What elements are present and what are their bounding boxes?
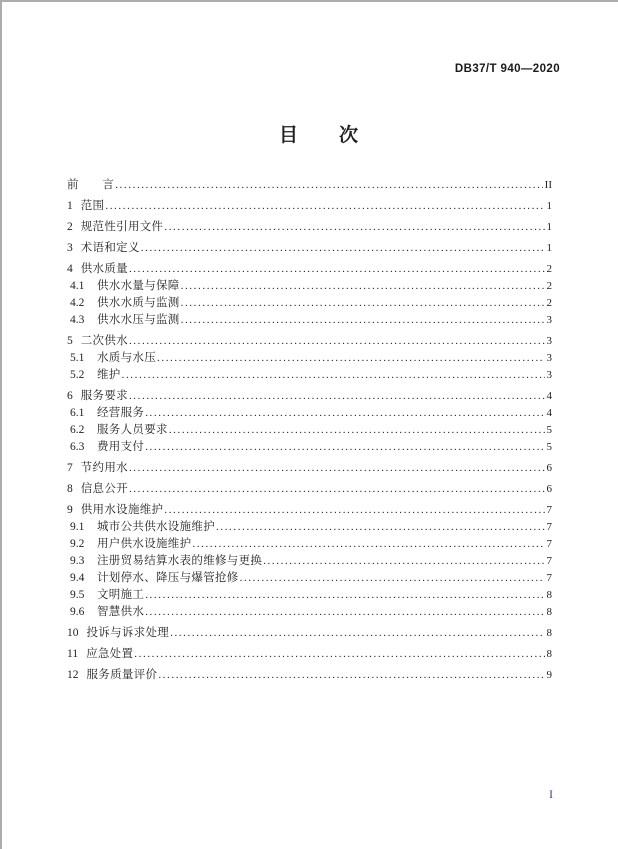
dot-leader: [129, 333, 545, 350]
toc-entry-label: 供水质量: [80, 263, 128, 275]
toc-entry-label: 智慧供水: [97, 606, 145, 618]
toc-entry-label: 二次供水: [80, 335, 128, 347]
dot-leader: [181, 312, 545, 329]
toc-entry-number: 4: [67, 263, 73, 275]
toc-entry-number: 9.4: [70, 572, 85, 584]
toc-entry-label: 范围: [80, 200, 105, 212]
toc-entry-number: 4.1: [70, 280, 85, 292]
toc-entry-page: 7: [546, 572, 552, 584]
toc-entry: [67, 439, 552, 456]
dot-leader: [122, 367, 545, 384]
toc-entry-number: 9: [67, 504, 73, 516]
toc-entry: [67, 312, 552, 329]
toc-entry-page: 3: [546, 369, 552, 381]
toc-entry-page: 1: [546, 200, 552, 212]
dot-leader: [158, 667, 544, 684]
toc-entry-page: 2: [546, 280, 552, 292]
toc-entry-page: 7: [546, 538, 552, 550]
toc-entry-number: 9.6: [70, 606, 85, 618]
toc-entry-page: II: [544, 179, 552, 191]
toc-entry-number: 9.2: [70, 538, 85, 550]
toc-entry: [67, 625, 552, 642]
toc-entry: [67, 198, 552, 215]
toc-entry-number: 6.2: [70, 424, 85, 436]
toc-entry-page: 5: [546, 441, 552, 453]
toc-entry-page: 7: [546, 504, 552, 516]
toc-entry-number: 6.3: [70, 441, 85, 453]
toc-entry-label: 节约用水: [80, 462, 128, 474]
toc-entry-page: 2: [546, 297, 552, 309]
toc-entry: [67, 350, 552, 367]
toc-title: 目 次: [278, 125, 359, 146]
toc-entry-page: 3: [546, 314, 552, 326]
toc-entry-label: 费用支付: [97, 441, 145, 453]
dot-leader: [145, 604, 544, 621]
toc-entry-label: 注册贸易结算水表的维修与更换: [97, 555, 263, 567]
toc-entry-label: 信息公开: [80, 483, 128, 495]
toc-entry-number: 6.1: [70, 407, 85, 419]
toc-entry-label: 规范性引用文件: [80, 221, 164, 233]
toc-entry-number: 6: [67, 390, 73, 402]
scan-edge-top: [0, 0, 618, 2]
toc-entry: [67, 570, 552, 587]
toc-entry-number: 3: [67, 242, 73, 254]
toc-entry-page: 3: [546, 335, 552, 347]
dot-leader: [129, 460, 545, 477]
toc-entry-label: 水质与水压: [97, 352, 156, 364]
toc-entry-number: 12: [67, 669, 79, 681]
toc-entry-page: 9: [546, 669, 552, 681]
toc-entry-page: 5: [546, 424, 552, 436]
toc-entry-number: 5.2: [70, 369, 85, 381]
toc-entry: [67, 367, 552, 384]
toc-entry-page: 1: [546, 221, 552, 233]
toc-entry-number: 5.1: [70, 352, 85, 364]
dot-leader: [181, 278, 545, 295]
toc-entry-label: 城市公共供水设施维护: [97, 521, 215, 533]
toc-entry-label: 术语和定义: [80, 242, 140, 254]
toc-entry: [67, 536, 552, 553]
toc-entry: [67, 219, 552, 236]
toc-entry-page: 6: [546, 483, 552, 495]
toc-entry-number: 7: [67, 462, 73, 474]
toc-entry-page: 8: [546, 627, 552, 639]
toc-entry: [67, 481, 552, 498]
dot-leader: [129, 481, 545, 498]
toc-entry-number: 2: [67, 221, 73, 233]
toc-list: [67, 177, 552, 684]
toc-entry: [67, 519, 552, 536]
dot-leader: [129, 261, 545, 278]
dot-leader: [141, 240, 545, 257]
dot-leader: [181, 295, 545, 312]
toc-entry-label: 前 言: [67, 179, 115, 191]
dot-leader: [164, 502, 544, 519]
dot-leader: [134, 646, 544, 663]
toc-entry-number: 9.3: [70, 555, 85, 567]
toc-entry: [67, 667, 552, 684]
toc-entry-label: 经营服务: [97, 407, 145, 419]
toc-entry: [67, 646, 552, 663]
toc-entry-number: 5: [67, 335, 73, 347]
dot-leader: [145, 439, 544, 456]
toc-entry: [67, 295, 552, 312]
dot-leader: [216, 519, 545, 536]
toc-entry: [67, 422, 552, 439]
toc-entry: [67, 460, 552, 477]
toc-entry-page: 8: [546, 606, 552, 618]
toc-entry-number: 10: [67, 627, 79, 639]
toc-entry-number: 11: [67, 648, 79, 660]
dot-leader: [115, 177, 542, 194]
dot-leader: [192, 536, 544, 553]
toc-entry-page: 1: [546, 242, 552, 254]
footer-page-number: I: [549, 789, 553, 801]
toc-entry-number: 9.5: [70, 589, 85, 601]
dot-leader: [169, 422, 545, 439]
dot-leader: [145, 405, 544, 422]
toc-entry: [67, 261, 552, 278]
toc-entry-label: 供水水压与监测: [97, 314, 180, 326]
toc-entry-page: 3: [546, 352, 552, 364]
toc-entry: [67, 240, 552, 257]
toc-entry-label: 供水水量与保障: [97, 280, 180, 292]
toc-entry-number: 8: [67, 483, 73, 495]
toc-entry-page: 7: [546, 521, 552, 533]
toc-entry-page: 8: [546, 648, 552, 660]
toc-entry-number: 4.2: [70, 297, 85, 309]
toc-entry: [67, 333, 552, 350]
toc-entry-number: 1: [67, 200, 73, 212]
toc-entry-number: 4.3: [70, 314, 85, 326]
toc-entry-label: 服务人员要求: [97, 424, 168, 436]
dot-leader: [240, 570, 545, 587]
toc-entry-label: 计划停水、降压与爆管抢修: [97, 572, 239, 584]
dot-leader: [157, 350, 545, 367]
dot-leader: [170, 625, 544, 642]
toc-entry-page: 7: [546, 555, 552, 567]
toc-entry-number: 9.1: [70, 521, 85, 533]
toc-entry-label: 供水水质与监测: [97, 297, 180, 309]
toc-entry: [67, 405, 552, 422]
dot-leader: [129, 388, 545, 405]
toc-entry-label: 应急处置: [86, 648, 134, 660]
dot-leader: [145, 587, 544, 604]
dot-leader: [164, 219, 544, 236]
toc-entry-label: 服务质量评价: [86, 669, 158, 681]
toc-entry: [67, 177, 552, 194]
toc-entry: [67, 502, 552, 519]
dot-leader: [263, 553, 544, 570]
toc-entry-label: 投诉与诉求处理: [86, 627, 170, 639]
dot-leader: [105, 198, 544, 215]
toc-entry-page: 2: [546, 263, 552, 275]
toc-entry: [67, 587, 552, 604]
toc-entry: [67, 278, 552, 295]
toc-entry: [67, 604, 552, 621]
toc-entry-page: 6: [546, 462, 552, 474]
toc-entry-page: 8: [546, 589, 552, 601]
standard-code: DB37/T 940—2020: [454, 63, 560, 75]
toc-entry: [67, 388, 552, 405]
toc-entry-label: 文明施工: [97, 589, 145, 601]
toc-entry-label: 用户供水设施维护: [97, 538, 192, 550]
toc-entry-label: 维护: [97, 369, 121, 381]
toc-entry-page: 4: [546, 407, 552, 419]
toc-entry-label: 服务要求: [80, 390, 128, 402]
toc-entry: [67, 553, 552, 570]
toc-entry-label: 供用水设施维护: [80, 504, 164, 516]
toc-entry-page: 4: [546, 390, 552, 402]
